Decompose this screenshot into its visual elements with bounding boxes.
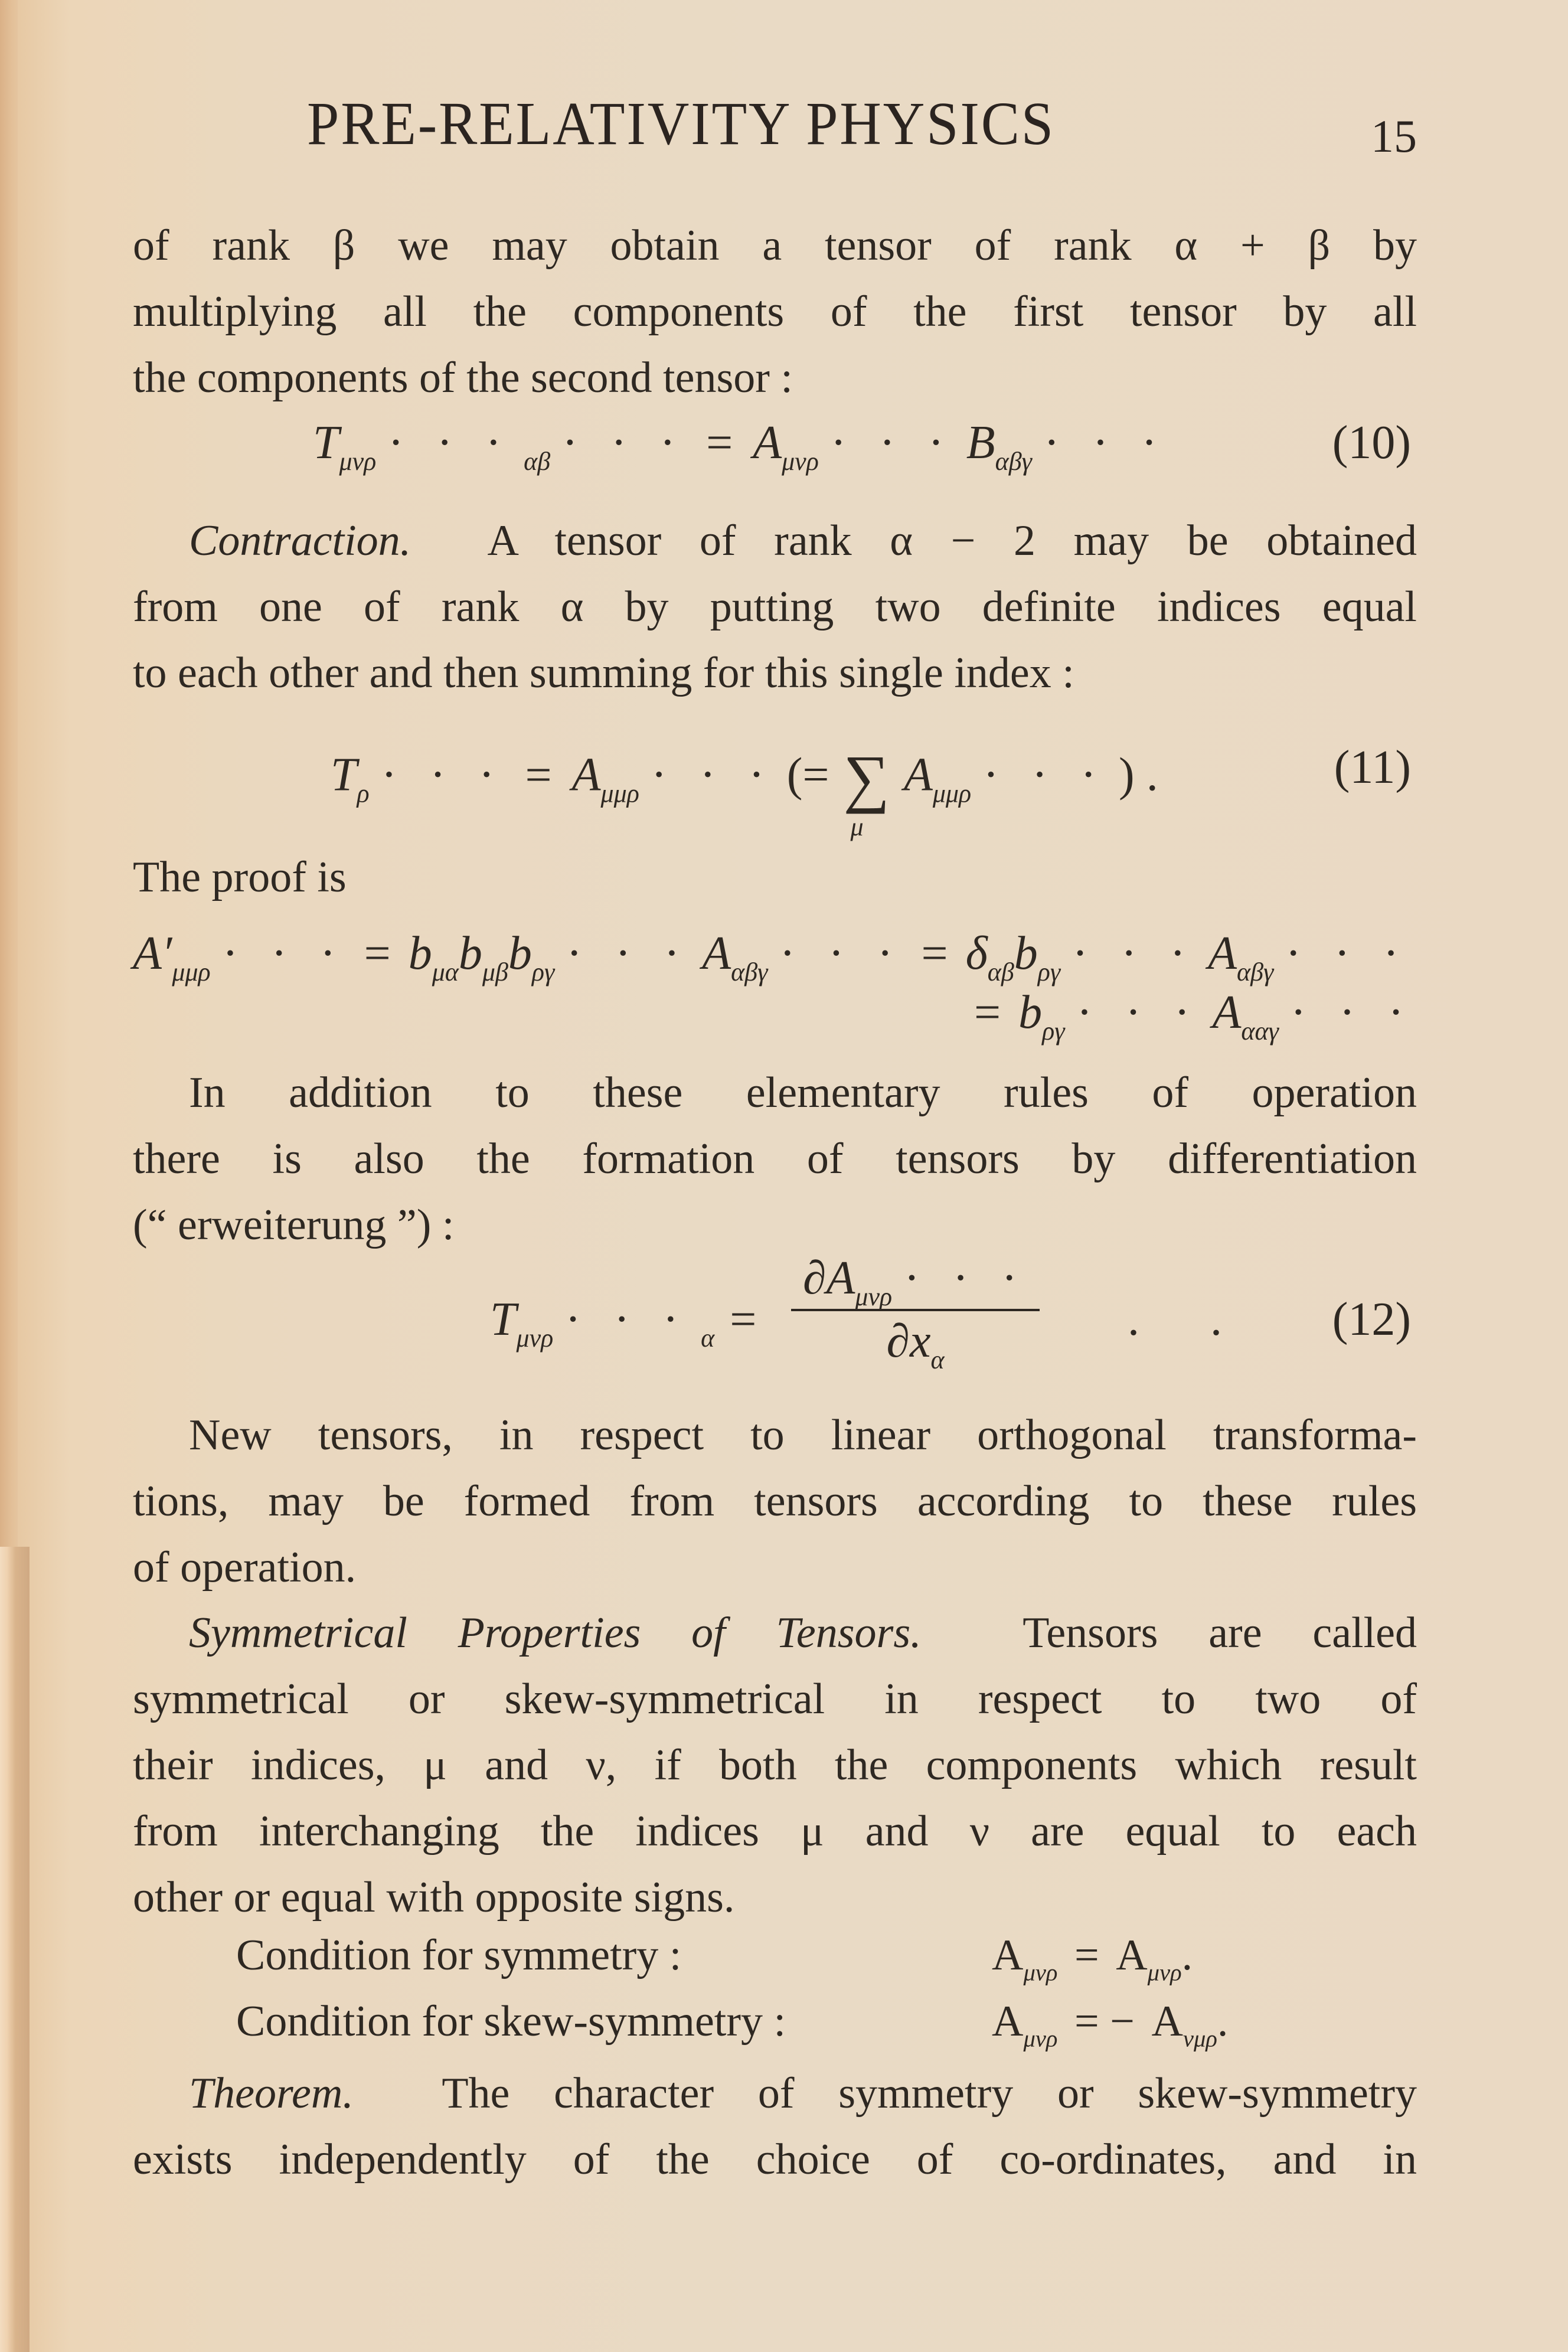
eq-index: μνρ: [339, 446, 377, 476]
text-line: Symmetrical Properties of Tensors. Tensors are called: [189, 1609, 1417, 1657]
eq-index: μμρ: [932, 779, 972, 808]
eq-dots: · · ·: [983, 749, 1108, 801]
page-header: [307, 89, 1417, 162]
eq-symbol: A: [753, 417, 782, 469]
text-line: symmetrical or skew-symmetrical in respect to two of: [133, 1675, 1417, 1723]
condition-label: Condition for symmetry :: [236, 1931, 682, 1979]
equation-number: (10): [1332, 417, 1411, 469]
section-heading: Symmetrical Properties of Tensors.: [189, 1609, 922, 1657]
eq-dots: · · ·: [388, 417, 512, 469]
eq-dots: · · ·: [562, 417, 687, 469]
paragraph-symmetrical-properties: [133, 1600, 1417, 1930]
condition-skew-symmetry: [236, 1997, 1417, 2052]
text-line: the components of the second tensor :: [133, 354, 793, 402]
text-line: Theorem. The character of symmetry or skew-symmetry: [189, 2069, 1417, 2118]
proof-intro: [133, 844, 1417, 910]
eq-index: μνρ: [782, 446, 819, 476]
eq-dots: · · ·: [1043, 417, 1168, 469]
text-line: multiplying all the components of the first tensor by all: [133, 288, 1417, 336]
equation-12: $T_{\mu\nu\rho}$ · · · $_\alpha$ = $\partial A_{\mu\nu\rho}$ · · · $\partial x_\alpha$ . . (12): [490, 1252, 1411, 1374]
summation-index: μ: [850, 812, 864, 841]
eq-symbol: T: [331, 749, 357, 801]
eq-symbol: A: [903, 749, 933, 801]
page-number: 15: [1371, 110, 1417, 162]
eq-dots: · · ·: [381, 749, 505, 801]
eq-paren-close: ) .: [1119, 749, 1158, 801]
text-line: (“ erweiterung ”) :: [133, 1201, 455, 1249]
equation-number: (11): [1334, 741, 1411, 793]
paragraph-differentiation: [133, 1060, 1417, 1258]
paragraph-contraction: [133, 508, 1417, 706]
eq-equals: =: [706, 417, 733, 469]
eq-symbol: B: [966, 417, 995, 469]
text-line: of rank β we may obtain a tensor of rank α + β by: [133, 221, 1417, 270]
eq-index: αβ: [524, 446, 551, 476]
proof-equation-line-1: $A'_{\mu\mu\rho}$ · · · = $b_{\mu\alpha}b_{\mu\beta}b_{\rho\gamma}$ · · · $A_{\alpha\beta\gamma}$ · · · = $\delta_{\alpha\beta}b_{\rho\gamma}$ · · · $A_{\alpha\beta\gamma}$ · · ·: [133, 927, 1410, 986]
fraction-numerator: $\partial A_{\mu\nu\rho}$ · · ·: [791, 1252, 1040, 1311]
section-heading: Theorem.: [189, 2069, 354, 2118]
text-line: New tensors, in respect to linear orthogonal transforma-: [189, 1411, 1417, 1459]
paragraph-theorem: [133, 2060, 1417, 2193]
paragraph-tensor-multiplication: [133, 213, 1417, 411]
eq-index: ρ: [357, 779, 370, 808]
eq-dots: . .: [1128, 1293, 1222, 1345]
text-line: tions, may be formed from tensors according to these rules: [133, 1477, 1417, 1525]
eq-dots: · · ·: [651, 749, 775, 801]
running-head: PRE-RELATIVITY PHYSICS: [307, 90, 1055, 158]
text-line: to each other and then summing for this single index :: [133, 649, 1074, 697]
eq-dots: · · ·: [830, 417, 955, 469]
eq-index: μμρ: [600, 779, 639, 808]
fraction: [791, 1252, 1040, 1374]
section-heading: Contraction.: [189, 517, 411, 565]
text-line: other or equal with opposite signs.: [133, 1873, 735, 1922]
binding-shadow: [0, 0, 18, 1547]
text-line: there is also the formation of tensors by differentiation: [133, 1135, 1417, 1183]
equation-11: [331, 741, 1411, 841]
facing-page-edge: [0, 1547, 30, 2352]
condition-expression: $A_{\mu\nu\rho} = A_{\mu\nu\rho}$.: [992, 1931, 1193, 1986]
summation-icon: ∑ μ: [843, 742, 890, 841]
proof-equation-line-2: = $b_{\rho\gamma}$ · · · $A_{\alpha\alpha\gamma}$ · · ·: [974, 986, 1415, 1046]
paragraph-new-tensors: [133, 1402, 1417, 1600]
condition-label: Condition for skew-symmetry :: [236, 1997, 786, 2046]
text-line: The proof is: [133, 853, 347, 901]
equation-number: (12): [1332, 1293, 1411, 1345]
eq-symbol: T: [313, 417, 339, 469]
condition-symmetry: [236, 1930, 1417, 1986]
text-line: of operation.: [133, 1543, 357, 1592]
condition-expression: $A_{\mu\nu\rho}$ = − $A_{\nu\mu\rho}$.: [992, 1997, 1229, 2052]
eq-paren-open: (=: [786, 749, 829, 801]
text-line: from one of rank α by putting two definite indices equal: [133, 583, 1417, 631]
equation-10: [313, 416, 1411, 476]
fraction-denominator: $\partial x_\alpha$: [886, 1315, 945, 1374]
text-line: from interchanging the indices μ and ν are equal to each: [133, 1807, 1417, 1856]
eq-index: αβγ: [995, 446, 1032, 476]
text-line: Contraction. A tensor of rank α − 2 may be obtained: [189, 517, 1417, 565]
eq-equals: =: [525, 749, 552, 801]
text-line: exists independently of the choice of co-ordinates, and in: [133, 2135, 1417, 2184]
text-line: In addition to these elementary rules of operation: [189, 1069, 1417, 1117]
eq-symbol: A: [571, 749, 601, 801]
text-line: their indices, μ and ν, if both the components which result: [133, 1741, 1417, 1789]
